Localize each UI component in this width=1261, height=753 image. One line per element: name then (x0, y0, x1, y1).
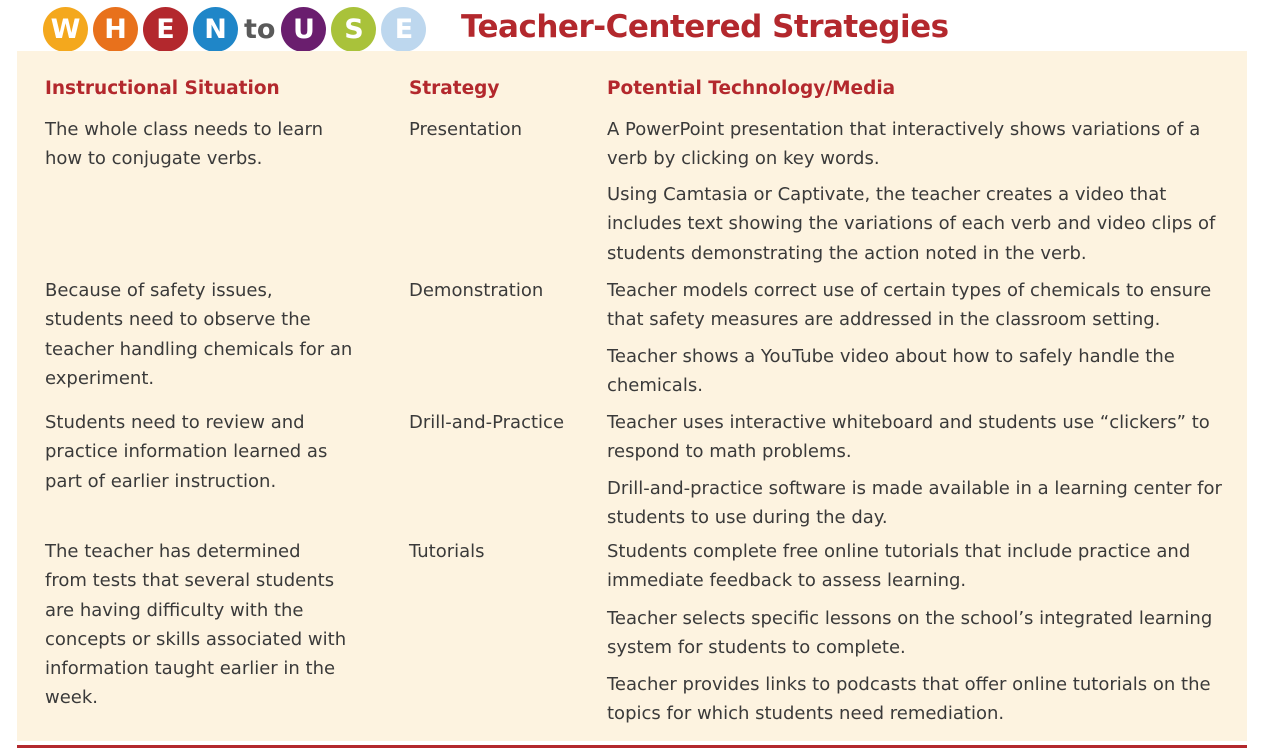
column-header-strategy: Strategy (409, 78, 500, 99)
page-title: Teacher-Centered Strategies (461, 9, 949, 45)
technology-item: Teacher selects specific lessons on the school’s integrated learning system for students to complete. (607, 608, 1213, 659)
letter-circle-e2: E (381, 7, 426, 52)
row-situation: Students need to review and practice information learned as part of earlier instruction. (45, 412, 328, 492)
letter-circle-u: U (281, 7, 326, 52)
technology-item: Teacher uses interactive whiteboard and students use “clickers” to respond to math problems. (607, 412, 1210, 463)
when-to-use-badge (43, 6, 431, 52)
column-header-situation: Instructional Situation (45, 78, 280, 99)
row-situation: Because of safety issues, students need to observe the teacher handling chemicals for an experiment. (45, 280, 353, 389)
to-text: to (244, 13, 276, 45)
technology-item: Using Camtasia or Captivate, the teacher creates a video that includes text showing the variations of each verb and video clips of students demonstrating the action noted in the verb. (607, 184, 1216, 264)
letter-circle-e: E (143, 7, 188, 52)
letter-circle-s: S (331, 7, 376, 52)
technology-item: Teacher provides links to podcasts that offer online tutorials on the topics for which students need remediation. (607, 674, 1211, 725)
row-situation: The teacher has determined from tests that several students are having difficulty with the concepts or skills associated with information taught earlier in the week. (45, 541, 347, 709)
letter-circle-w: W (43, 7, 88, 52)
letter-circle-n: N (193, 7, 238, 52)
letter-circle-h: H (93, 7, 138, 52)
row-strategy: Tutorials (409, 541, 485, 562)
technology-item: Students complete free online tutorials that include practice and immediate feedback to assess learning. (607, 541, 1191, 592)
column-header-technology: Potential Technology/Media (607, 78, 896, 99)
row-strategy: Demonstration (409, 280, 544, 301)
strategies-table (17, 51, 1247, 741)
technology-item: Teacher models correct use of certain types of chemicals to ensure that safety measures are addressed in the classroom setting. (607, 280, 1212, 331)
bottom-divider (17, 745, 1247, 748)
row-situation: The whole class needs to learn how to conjugate verbs. (45, 119, 324, 170)
header (0, 0, 1261, 54)
technology-item: A PowerPoint presentation that interactively shows variations of a verb by clicking on key words. (607, 119, 1201, 170)
row-strategy: Drill-and-Practice (409, 412, 565, 433)
technology-item: Drill-and-practice software is made available in a learning center for students to use during the day. (607, 478, 1222, 529)
row-strategy: Presentation (409, 119, 523, 140)
technology-item: Teacher shows a YouTube video about how to safely handle the chemicals. (607, 346, 1175, 397)
